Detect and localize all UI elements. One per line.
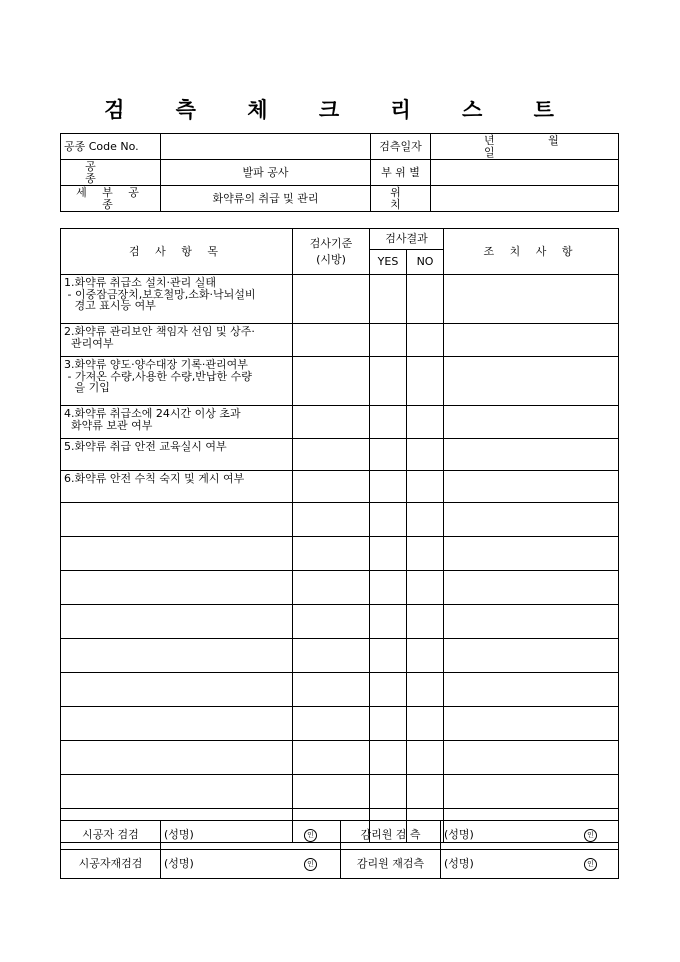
part-label: 부 위 별 [371,160,431,186]
inspection-item [61,707,293,741]
no-cell[interactable] [407,471,444,503]
no-cell[interactable] [407,707,444,741]
criteria-cell[interactable] [293,741,370,775]
no-cell[interactable] [407,775,444,809]
no-cell[interactable] [407,673,444,707]
yes-cell[interactable] [370,439,407,471]
inspection-item: 3.화약류 양도·양수대장 기록·관리여부 - 가져온 수량,사용한 수량,반납한 수량 을 기입 [61,357,293,406]
action-cell[interactable] [444,275,619,324]
seal-icon: 인 [584,829,597,842]
inspect-date-field[interactable] [431,134,619,160]
supervisor-reinspect-label: 감리원 재검측 [341,850,441,879]
inspection-item [61,537,293,571]
table-row [61,471,619,503]
name-placeholder: (성명) [444,827,474,841]
action-cell[interactable] [444,406,619,439]
table-row [61,324,619,357]
inspection-item: 4.화약류 취급소에 24시간 이상 초과 화약류 보관 여부 [61,406,293,439]
date-day: 일 [484,145,495,159]
header-table [60,133,619,212]
contractor-reinspect-label: 시공자재검검 [61,850,161,879]
yes-cell[interactable] [370,571,407,605]
supervisor-inspect-sign-field[interactable] [441,821,619,850]
criteria-cell[interactable] [293,503,370,537]
yes-cell[interactable] [370,324,407,357]
criteria-cell[interactable] [293,439,370,471]
action-cell[interactable] [444,357,619,406]
criteria-cell[interactable] [293,406,370,439]
name-placeholder: (성명) [444,856,474,870]
part-value-field[interactable] [431,160,619,186]
yes-cell[interactable] [370,605,407,639]
action-cell[interactable] [444,707,619,741]
yes-cell[interactable] [370,741,407,775]
col-result-header: 검사결과 [370,229,444,250]
yes-cell[interactable] [370,471,407,503]
location-value-field[interactable] [431,186,619,212]
yes-cell[interactable] [370,673,407,707]
date-year: 년 [484,133,495,147]
table-row [61,639,619,673]
contractor-reinspect-sign-field[interactable] [161,850,341,879]
supervisor-reinspect-sign-field[interactable] [441,850,619,879]
col-action-header: 조 치 사 항 [444,229,619,275]
table-row [61,439,619,471]
date-month: 월 [548,133,559,147]
inspection-item [61,639,293,673]
col-yes-header: YES [370,250,407,275]
no-cell[interactable] [407,324,444,357]
contractor-inspect-label: 시공자 검검 [61,821,161,850]
table-row [61,406,619,439]
inspection-item: 6.화약류 안전 수칙 숙지 및 게시 여부 [61,471,293,503]
detail-value[interactable]: 화약류의 취급 및 관리 [161,186,371,212]
inspection-item: 5.화약류 취급 안전 교육실시 여부 [61,439,293,471]
table-row [61,275,619,324]
name-placeholder: (성명) [164,856,194,870]
criteria-cell[interactable] [293,275,370,324]
criteria-cell[interactable] [293,571,370,605]
criteria-cell[interactable] [293,707,370,741]
seal-icon: 인 [584,858,597,871]
inspection-item [61,741,293,775]
criteria-cell[interactable] [293,471,370,503]
contractor-inspect-sign-field[interactable] [161,821,341,850]
table-row [61,357,619,406]
no-cell[interactable] [407,406,444,439]
no-cell[interactable] [407,537,444,571]
yes-cell[interactable] [370,357,407,406]
action-cell[interactable] [444,639,619,673]
code-label: 공종 Code No. [61,134,161,160]
criteria-cell[interactable] [293,324,370,357]
seal-icon: 인 [304,858,317,871]
signature-table [60,820,619,879]
no-cell[interactable] [407,275,444,324]
no-cell[interactable] [407,439,444,471]
no-cell[interactable] [407,741,444,775]
checklist-table [60,228,619,843]
inspection-item [61,571,293,605]
inspection-item [61,775,293,809]
action-cell[interactable] [444,605,619,639]
inspection-item [61,605,293,639]
col-criteria-line1: 검사기준 [309,236,353,250]
table-row [61,571,619,605]
inspection-item [61,503,293,537]
col-no-header: NO [407,250,444,275]
criteria-cell[interactable] [293,357,370,406]
col-criteria-line2: (시방) [316,252,346,266]
action-cell[interactable] [444,324,619,357]
no-cell[interactable] [407,639,444,673]
supervisor-inspect-label: 감리원 검 측 [341,821,441,850]
table-row [61,741,619,775]
seal-icon: 인 [304,829,317,842]
no-cell[interactable] [407,357,444,406]
yes-cell[interactable] [370,707,407,741]
table-row [61,605,619,639]
yes-cell[interactable] [370,639,407,673]
action-cell[interactable] [444,439,619,471]
col-criteria-header [293,229,370,275]
criteria-cell[interactable] [293,537,370,571]
inspection-item [61,673,293,707]
page-title: 검 측 체 크 리 스 트 [104,97,576,122]
name-placeholder: (성명) [164,827,194,841]
yes-cell[interactable] [370,537,407,571]
action-cell[interactable] [444,571,619,605]
action-cell[interactable] [444,471,619,503]
no-cell[interactable] [407,571,444,605]
no-cell[interactable] [407,605,444,639]
action-cell[interactable] [444,741,619,775]
table-row [61,537,619,571]
table-row [61,673,619,707]
col-items-header: 검 사 항 목 [61,229,293,275]
inspection-item: 1.화약류 취급소 설치·관리 실태 - 이중잠금장치,보호철망,소화·낙뇌설비 경고 표시등 여부 [61,275,293,324]
yes-cell[interactable] [370,775,407,809]
location-label: 위 치 [371,186,431,212]
detail-label: 세 부 공 종 [61,186,161,212]
yes-cell[interactable] [370,406,407,439]
action-cell[interactable] [444,673,619,707]
criteria-cell[interactable] [293,775,370,809]
table-row [61,707,619,741]
yes-cell[interactable] [370,503,407,537]
work-type-label: 공 종 [61,160,161,186]
inspect-date-label: 검측일자 [371,134,431,160]
yes-cell[interactable] [370,275,407,324]
criteria-cell[interactable] [293,639,370,673]
inspection-item: 2.화약류 관리보안 책임자 선임 및 상주· 관리여부 [61,324,293,357]
no-cell[interactable] [407,503,444,537]
action-cell[interactable] [444,775,619,809]
work-type-value[interactable]: 발파 공사 [161,160,371,186]
action-cell[interactable] [444,537,619,571]
table-row [61,503,619,537]
code-value-field[interactable] [161,134,371,160]
table-row [61,775,619,809]
action-cell[interactable] [444,503,619,537]
criteria-cell[interactable] [293,605,370,639]
criteria-cell[interactable] [293,673,370,707]
